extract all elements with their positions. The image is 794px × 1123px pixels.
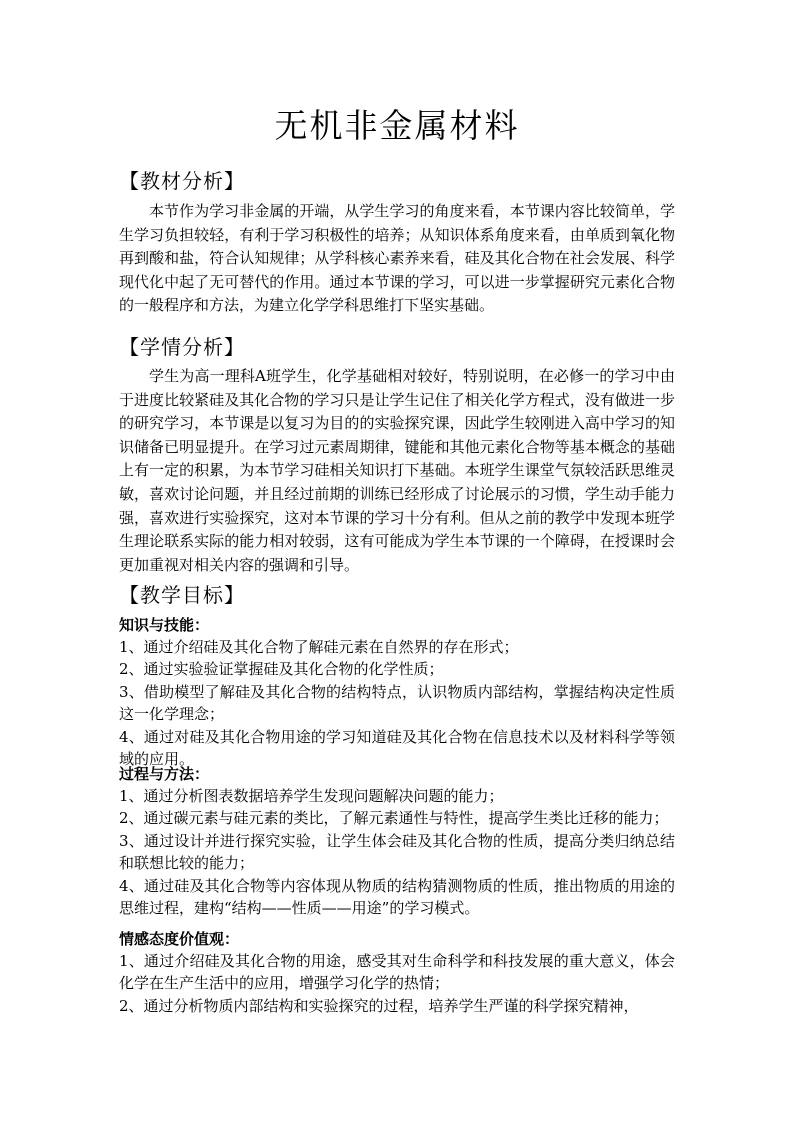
- list-item: 2、通过分析物质内部结构和实验探究的过程，培养学生严谨的科学探究精神，: [119, 996, 639, 1015]
- list-knowledge-skills: [119, 636, 675, 770]
- list-item: 4、通过对硅及其化合物用途的学习知道硅及其化合物在信息技术以及材料科学等领域的应用。: [119, 727, 675, 769]
- list-item: 2、通过实验验证掌握硅及其化合物的化学性质；: [119, 660, 444, 679]
- list-attitudes-values: [119, 950, 675, 1017]
- list-item: 3、借助模型了解硅及其化合物的结构特点，认识物质内部结构，掌握结构决定性质这一化学理念；: [119, 682, 675, 724]
- heading-student-analysis: 【学情分析】: [119, 335, 245, 359]
- heading-textbook-analysis: 【教材分析】: [119, 169, 245, 193]
- page-title: 无机非金属材料: [274, 106, 520, 145]
- list-item: 2、通过碳元素与硅元素的类比，了解元素通性与特性，提高学生类比迁移的能力；: [119, 809, 669, 828]
- paragraph-student-analysis: 学生为高一理科A班学生，化学基础相对较好，特别说明，在必修一的学习中由于进度比较紧硅及其化合物的学习只是让学生记住了相关化学方程式，没有做进一步的研究学习，本节课是以复习为目的的实验探究课，因此学生较刚进入高中学习的知识储备已明显提升。在学习过元素周期律，键能和其他元素化合物等基本概念的基础上有一定的积累，为本节学习硅相关知识打下基础。本班学生课堂气氛较活跃思维灵敏，喜欢讨论问题，并且经过前期的训练已经形成了讨论展示的习惯，学生动手能力强，喜欢进行实验探究，这对本节课的学习十分有利。但从之前的教学中发现本班学生理论联系实际的能力相对较弱，这有可能成为学生本节课的一个障碍，在授课时会更加重视对相关内容的强调和引导。: [119, 367, 675, 574]
- list-item: 3、通过设计并进行探究实验，让学生体会硅及其化合物的性质，提高分类归纳总结和联想比较的能力；: [119, 831, 675, 873]
- subheading-process-methods: 过程与方法：: [119, 765, 210, 783]
- subheading-knowledge-skills: 知识与技能：: [119, 616, 210, 634]
- list-item: 1、通过分析图表数据培养学生发现问题解决问题的能力；: [119, 787, 504, 805]
- paragraph-textbook-analysis: 本节作为学习非金属的开端，从学生学习的角度来看，本节课内容比较简单，学生学习负担较轻，有利于学习积极性的培养；从知识体系角度来看，由单质到氧化物再到酸和盐，符合认知规律；从学科核心素养来看，硅及其化合物在社会发展、科学现代化中起了无可替代的作用。通过本节课的学习，可以进一步掌握研究元素化合物的一般程序和方法，为建立化学学科思维打下坚实基础。: [119, 202, 675, 315]
- list-process-methods: [119, 785, 675, 919]
- heading-teaching-goals: 【教学目标】: [119, 583, 245, 607]
- subheading-attitudes-values: 情感态度价值观：: [119, 930, 240, 948]
- list-item: 1、通过介绍硅及其化合物的用途，感受其对生命科学和科技发展的重大意义，体会化学在生产生活中的应用，增强学习化学的热情；: [119, 952, 675, 993]
- list-item: 4、通过硅及其化合物等内容体现从物质的结构猜测物质的性质，推出物质的用途的思维过程，建构“结构——性质——用途”的学习模式。: [119, 876, 675, 918]
- list-item: 1、通过介绍硅及其化合物了解硅元素在自然界的存在形式；: [119, 638, 519, 656]
